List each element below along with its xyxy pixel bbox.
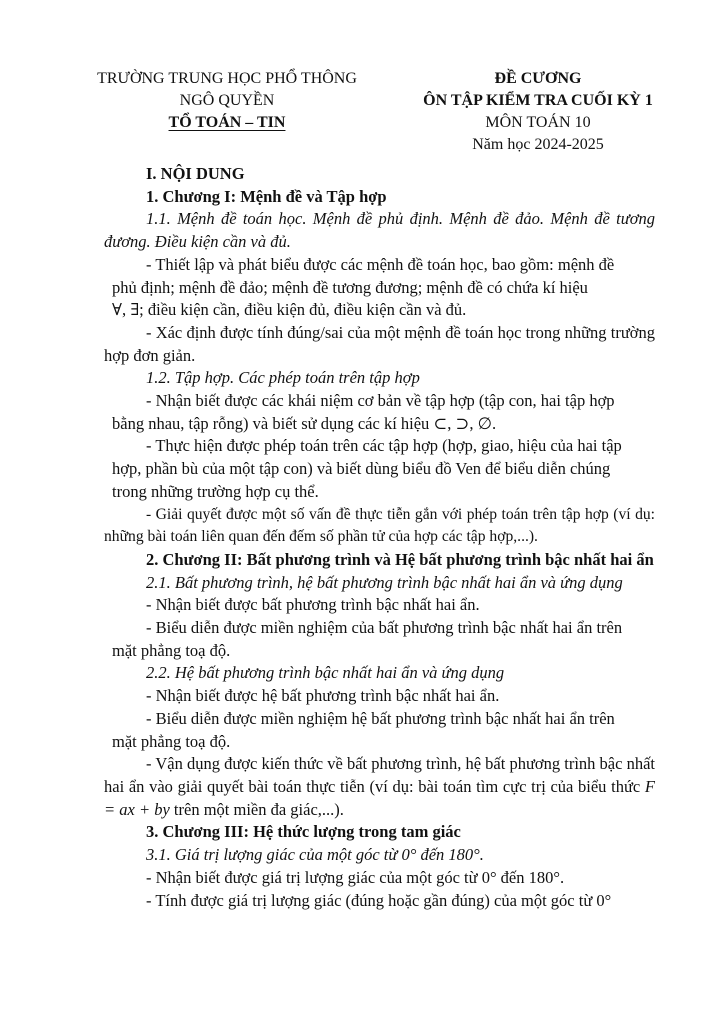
chapter-2-subsection-2-item-1: - Nhận biết được hệ bất phương trình bậc nhất hai ẩn. (146, 686, 500, 706)
chapter-1-subsection-1-item-1c: ∀, ∃; điều kiện cần, điều kiện đủ, điều kiện cần và đủ. (112, 300, 467, 320)
chapter-3-title: 3. Chương III: Hệ thức lượng trong tam giác (146, 822, 461, 842)
chapter-2-subsection-1-item-2a: - Biểu diễn được miền nghiệm của bất phương trình bậc nhất hai ẩn trên (146, 618, 623, 638)
chapter-1-subsection-1-title: 1.1. Mệnh đề toán học. Mệnh đề phủ định. Mệnh đề đảo. Mệnh đề tương đương. Điều kiện cần và đủ. (104, 209, 655, 252)
document-subtitle: ÔN TẬP KIỂM TRA CUỐI KỲ 1 (423, 92, 653, 109)
document-title: ĐỀ CƯƠNG (494, 70, 582, 87)
school-year: Năm học 2024-2025 (472, 136, 604, 153)
document-body (104, 163, 655, 912)
chapter-1-subsection-2-item-2c: trong những trường hợp cụ thể. (112, 481, 319, 501)
chapter-2-subsection-1-title: 2.1. Bất phương trình, hệ bất phương trình bậc nhất hai ẩn và ứng dụng (146, 572, 623, 592)
chapter-1-title: 1. Chương I: Mệnh đề và Tập hợp (146, 186, 387, 206)
chapter-1-subsection-2-title: 1.2. Tập hợp. Các phép toán trên tập hợp (146, 368, 420, 388)
formula: F = ax + by (104, 776, 655, 819)
chapter-2-subsection-2-title: 2.2. Hệ bất phương trình bậc nhất hai ẩn và ứng dụng (146, 663, 505, 683)
chapter-1-subsection-1-item-2: - Xác định được tính đúng/sai của một mệnh đề toán học trong những trường hợp đơn giản. (104, 322, 655, 365)
chapter-3-subsection-1-title: 3.1. Giá trị lượng giác của một góc từ 0° đến 180°. (146, 845, 484, 865)
chapter-3-subsection-1-item-1: - Nhận biết được giá trị lượng giác của một góc từ 0° đến 180°. (146, 867, 565, 887)
subject-name: MÔN TOÁN 10 (485, 114, 591, 131)
chapter-2-subsection-2-item-2b: mặt phẳng toạ độ. (112, 731, 231, 751)
document-header (388, 68, 688, 156)
chapter-1-subsection-1-item-1b: phủ định; mệnh đề đảo; mệnh đề tương đương; mệnh đề có chứa kí hiệu (112, 277, 588, 297)
chapter-1-subsection-2-item-2a: - Thực hiện được phép toán trên các tập hợp (hợp, giao, hiệu của hai tập (146, 436, 622, 456)
item-text-part-1: - Vận dụng được kiến thức về bất phương trình, hệ bất phương trình bậc nhất hai ẩn vào giải quyết bài toán thực tiễn (ví dụ: bài toán tìm cực trị của biểu thức (104, 754, 655, 796)
chapter-2-subsection-2-item-3 (104, 753, 655, 821)
chapter-2-subsection-2-item-2a: - Biểu diễn được miền nghiệm hệ bất phương trình bậc nhất hai ẩn trên (146, 708, 615, 728)
school-header (82, 68, 372, 134)
department-name: TỔ TOÁN – TIN (168, 114, 286, 131)
chapter-2-subsection-1-item-2b: mặt phẳng toạ độ. (112, 640, 231, 660)
chapter-2-subsection-1-item-1: - Nhận biết được bất phương trình bậc nhất hai ẩn. (146, 595, 480, 615)
chapter-1-subsection-2-item-2b: hợp, phần bù của một tập con) và biết dùng biểu đồ Ven để biểu diễn chúng (112, 459, 611, 479)
chapter-1-subsection-2-item-1b: bằng nhau, tập rỗng) và biết sử dụng các kí hiệu ⊂, ⊃, ∅. (112, 413, 497, 433)
chapter-3-subsection-1-item-2: - Tính được giá trị lượng giác (đúng hoặc gần đúng) của một góc từ 0° (146, 890, 612, 910)
school-name-line1: TRƯỜNG TRUNG HỌC PHỔ THÔNG (97, 70, 357, 87)
chapter-1-subsection-1-item-1a: - Thiết lập và phát biểu được các mệnh đề toán học, bao gồm: mệnh đề (146, 254, 615, 274)
section-title: I. NỘI DUNG (146, 164, 245, 183)
chapter-2-title: 2. Chương II: Bất phương trình và Hệ bất phương trình bậc nhất hai ẩn (146, 549, 654, 569)
school-name-line2: NGÔ QUYỀN (179, 92, 275, 109)
chapter-1-subsection-2-item-1a: - Nhận biết được các khái niệm cơ bản về tập hợp (tập con, hai tập hợp (146, 391, 615, 411)
item-text-part-2: trên một miền đa giác,...). (173, 799, 344, 819)
chapter-1-subsection-2-item-3: - Giải quyết được một số vấn đề thực tiễn gắn với phép toán trên tập hợp (ví dụ: những bài toán liên quan đến đếm số phần tử của hợp các tập hợp,...). (104, 505, 655, 546)
